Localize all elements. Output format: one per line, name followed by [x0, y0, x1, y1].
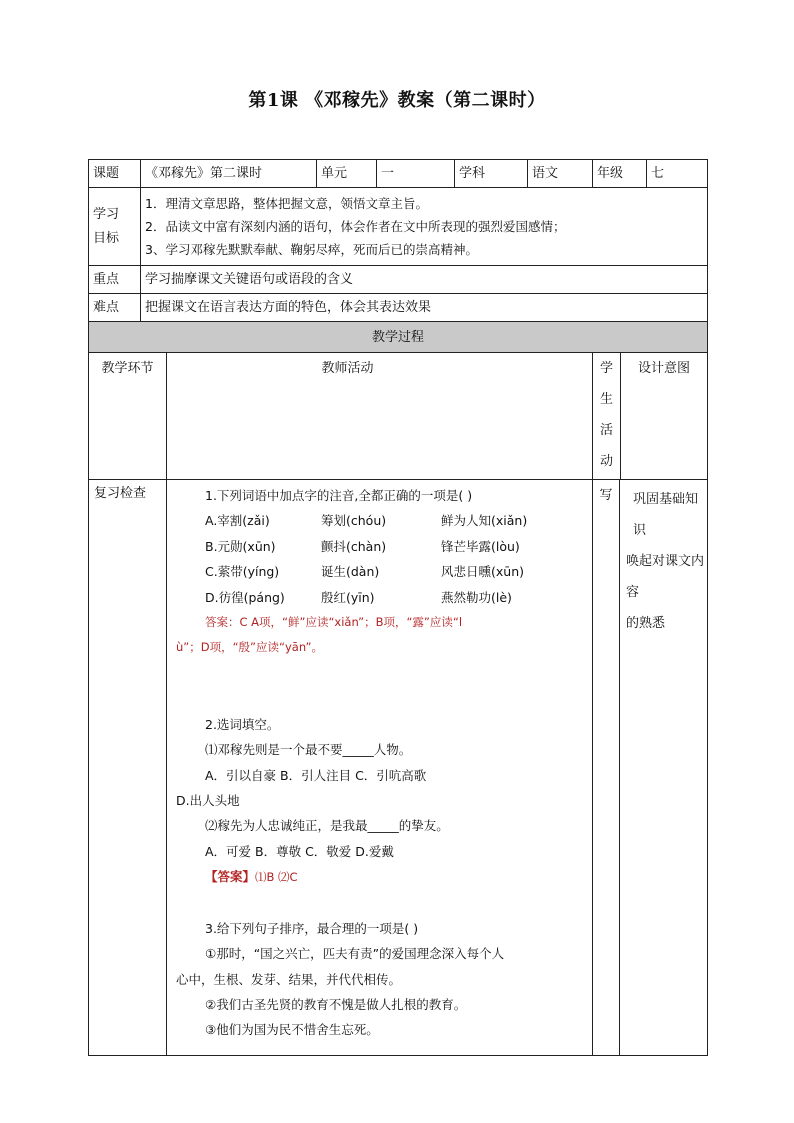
review-student: 写	[593, 480, 620, 1055]
q1-option: B.元勋(xūn) 颤抖(chàn) 锋芒毕露(lòu)	[205, 538, 520, 554]
objective-item: 1．理清文章思路，整体把握文意，领悟文章主旨。	[145, 196, 428, 211]
focus-label: 重点	[89, 266, 141, 294]
process-header: 教学过程	[89, 322, 708, 353]
q3-stem: 3.给下列句子排序，最合理的一项是( )	[205, 920, 419, 936]
difficulty-label: 难点	[89, 294, 141, 322]
review-stage: 复习检查	[89, 480, 167, 1055]
process-header-row	[89, 322, 708, 353]
q1-answer: 答案：C A项，“鲜”应读“xiǎn”；B项，“露”应读“l	[205, 615, 463, 630]
difficulty-row	[89, 294, 708, 322]
q1-option: D.彷徨(páng) 殷红(yīn) 燕然勒功(lè)	[205, 589, 512, 605]
subject-value: 语文	[528, 160, 593, 188]
grade-label: 年级	[593, 160, 647, 188]
course-value: 《邓稼先》第二课时	[141, 160, 317, 188]
course-label: 课题	[89, 160, 141, 188]
objectives-list	[141, 188, 708, 266]
grade-value: 七	[647, 160, 708, 188]
objectives-row	[89, 188, 708, 266]
subject-label: 学科	[455, 160, 528, 188]
q3-sentence: ①那时，“国之兴亡，匹夫有责”的爱国理念深入每个人	[205, 946, 505, 962]
column-intent-label: 设计意图	[637, 361, 690, 376]
unit-label: 单元	[317, 160, 377, 188]
q1-option: A.宰割(zǎi) 筹划(chóu) 鲜为人知(xiǎn)	[205, 513, 528, 529]
difficulty-value: 把握课文在语言表达方面的特色，体会其表达效果	[141, 294, 708, 322]
lesson-plan-table	[88, 159, 708, 1056]
q2-sub1: ⑴邓稼先则是一个最不要_____人物。	[205, 742, 412, 758]
page-title: 第1课 《邓稼先》教案（第二课时）	[248, 90, 546, 111]
review-intent: 巩固基础知识 唤起对课文内容 的熟悉	[626, 492, 705, 631]
column-teacher-label: 教师活动	[321, 361, 374, 376]
q2-stem: 2.选词填空。	[205, 716, 280, 732]
q1-option: C.萦带(yíng) 诞生(dàn) 风悲日曛(xūn)	[205, 564, 524, 580]
q2-sub2-options: A．可爱 B．尊敬 C．敬爱 D.爱戴	[205, 843, 394, 859]
column-stage-label: 教学环节	[89, 353, 167, 479]
info-row	[89, 160, 708, 188]
q1-answer-cont: ù”；D项，“殷”应读“yān”。	[176, 640, 323, 655]
focus-value: 学习揣摩课文关键语句或语段的含义	[141, 266, 708, 294]
column-header-row	[89, 353, 708, 480]
objectives-label: 学习 目标	[89, 188, 141, 266]
unit-value: 一	[377, 160, 455, 188]
column-student-and-intent	[593, 353, 708, 480]
column-stage	[89, 353, 317, 480]
q2-answer: 【答案】⑴B ⑵C	[205, 869, 298, 885]
objective-item: 3、学习邓稼先默默奉献、鞠躬尽瘁，死而后已的崇高精神。	[145, 242, 478, 257]
q2-sub1-options-cont: D.出人头地	[176, 793, 240, 809]
focus-row	[89, 266, 708, 294]
teacher-activity	[167, 480, 528, 1055]
column-student: 学 生 活 动	[593, 353, 621, 479]
objective-item: 2．品读文中富有深刻内涵的语句，体会作者在文中所表现的强烈爱国感情；	[145, 219, 566, 234]
q1-stem: 1.下列词语中加点字的注音,全都正确的一项是( )	[205, 488, 473, 503]
q2-sub1-options: A．引以自豪 B．引人注目 C．引吭高歌	[205, 767, 427, 783]
column-teacher	[317, 353, 593, 480]
review-row	[89, 480, 708, 1056]
q3-sentence: ③他们为国为民不惜舍生忘死。	[205, 1022, 379, 1038]
review-stage-cell	[89, 480, 528, 1056]
q3-sentence: ②我们古圣先贤的教育不愧是做人扎根的教育。	[205, 996, 467, 1012]
q2-sub2: ⑵稼先为人忠诚纯正，是我最_____的挚友。	[205, 818, 449, 834]
q3-sentence-cont: 心中，生根、发芽、结果，并代代相传。	[176, 971, 402, 987]
review-student-intent	[593, 480, 708, 1056]
